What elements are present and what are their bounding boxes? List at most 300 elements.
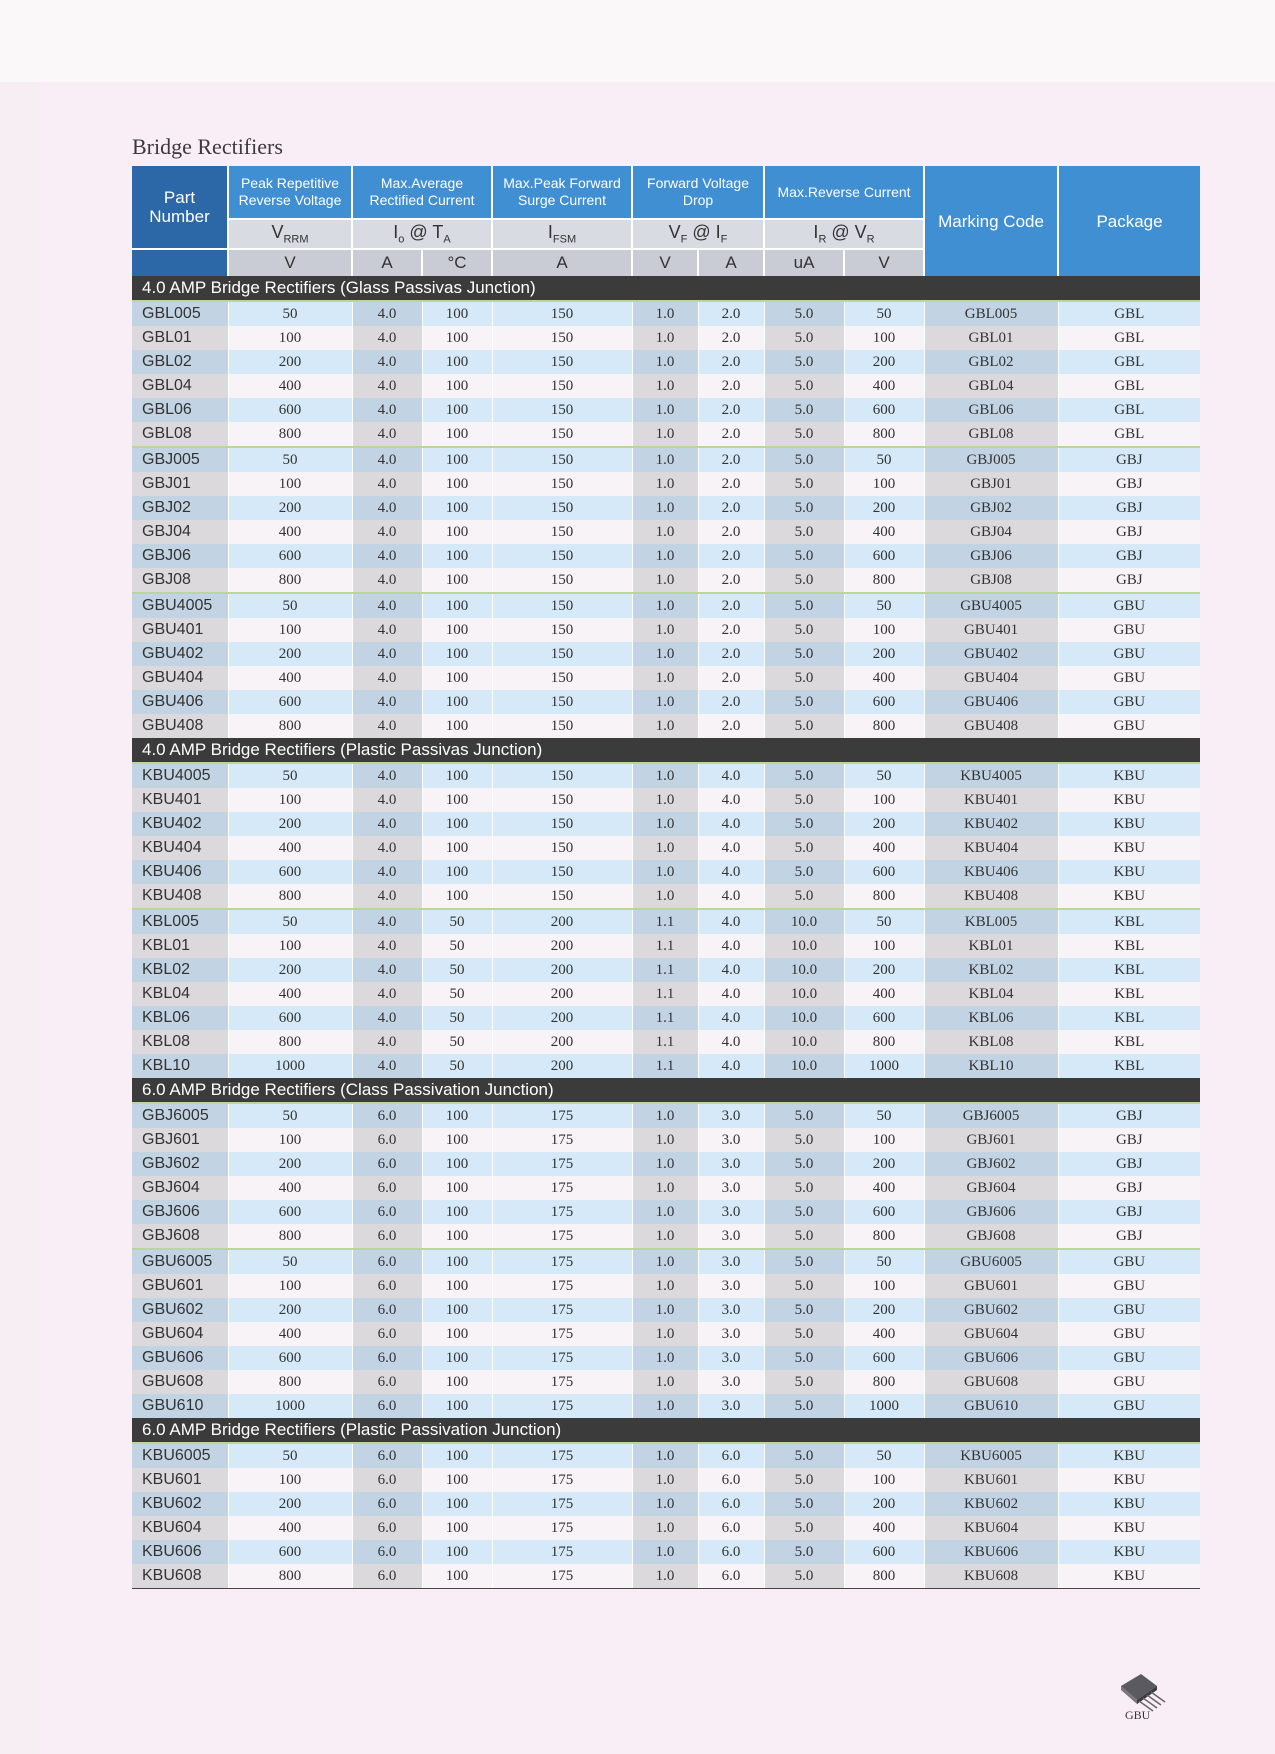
table-cell: 5.0	[764, 1249, 844, 1274]
table-row	[132, 1249, 1200, 1274]
table-cell: 100	[844, 472, 924, 496]
table-cell: 6.0	[352, 1298, 422, 1322]
table-row	[132, 374, 1200, 398]
table-cell: 600	[228, 544, 352, 568]
table-cell: 4.0	[352, 618, 422, 642]
table-cell: 4.0	[698, 958, 764, 982]
table-cell: 600	[228, 1540, 352, 1564]
table-cell: 6.0	[352, 1103, 422, 1128]
scan-top-margin	[0, 0, 1275, 82]
table-cell: GBU	[1058, 690, 1200, 714]
table-cell: 175	[492, 1322, 632, 1346]
header-io: Max.Average Rectified Current	[352, 166, 492, 219]
table-cell: GBU4005	[924, 593, 1058, 618]
table-cell: 800	[228, 714, 352, 738]
table-cell: 800	[844, 1564, 924, 1589]
table-cell: 400	[844, 1176, 924, 1200]
part-number-cell: KBU601	[132, 1468, 228, 1492]
table-cell: 1.0	[632, 1443, 698, 1468]
table-cell: 100	[422, 520, 492, 544]
table-row	[132, 934, 1200, 958]
section-title: 4.0 AMP Bridge Rectifiers (Plastic Passivas Junction)	[132, 738, 1200, 763]
table-cell: 1.0	[632, 714, 698, 738]
table-cell: 4.0	[352, 714, 422, 738]
table-cell: 2.0	[698, 714, 764, 738]
table-cell: 50	[228, 1103, 352, 1128]
table-cell: 175	[492, 1103, 632, 1128]
table-cell: 1.0	[632, 1540, 698, 1564]
table-cell: 4.0	[352, 1030, 422, 1054]
table-cell: 1.0	[632, 520, 698, 544]
table-row	[132, 1176, 1200, 1200]
table-cell: 5.0	[764, 472, 844, 496]
table-cell: GBU	[1058, 1394, 1200, 1418]
table-row	[132, 836, 1200, 860]
table-cell: GBU6005	[924, 1249, 1058, 1274]
table-row	[132, 1030, 1200, 1054]
table-cell: 100	[228, 618, 352, 642]
table-cell: GBU	[1058, 714, 1200, 738]
table-cell: 4.0	[352, 1006, 422, 1030]
table-cell: 150	[492, 642, 632, 666]
table-row	[132, 520, 1200, 544]
table-cell: KBL01	[924, 934, 1058, 958]
table-cell: GBL06	[924, 398, 1058, 422]
table-cell: 150	[492, 301, 632, 326]
table-cell: 400	[844, 666, 924, 690]
table-cell: 2.0	[698, 642, 764, 666]
part-number-cell: GBU408	[132, 714, 228, 738]
table-cell: 3.0	[698, 1394, 764, 1418]
table-cell: KBL	[1058, 909, 1200, 934]
table-cell: 4.0	[352, 763, 422, 788]
table-cell: 2.0	[698, 544, 764, 568]
table-cell: 100	[422, 326, 492, 350]
table-cell: 200	[844, 1298, 924, 1322]
table-cell: GBJ	[1058, 1200, 1200, 1224]
table-cell: 100	[422, 301, 492, 326]
table-cell: 800	[844, 884, 924, 909]
table-cell: 200	[844, 1492, 924, 1516]
part-number-cell: KBL08	[132, 1030, 228, 1054]
table-cell: 1.0	[632, 593, 698, 618]
table-cell: 100	[422, 350, 492, 374]
table-cell: 4.0	[352, 982, 422, 1006]
part-number-cell: KBU402	[132, 812, 228, 836]
part-number-cell: KBU406	[132, 860, 228, 884]
table-cell: 3.0	[698, 1249, 764, 1274]
table-cell: GBJ602	[924, 1152, 1058, 1176]
table-row	[132, 788, 1200, 812]
table-cell: 175	[492, 1516, 632, 1540]
table-row	[132, 1516, 1200, 1540]
table-cell: KBU	[1058, 860, 1200, 884]
table-cell: 4.0	[352, 374, 422, 398]
table-cell: 150	[492, 812, 632, 836]
table-cell: 10.0	[764, 958, 844, 982]
table-cell: GBU	[1058, 1249, 1200, 1274]
table-cell: 600	[844, 1200, 924, 1224]
table-row	[132, 1346, 1200, 1370]
table-row	[132, 1274, 1200, 1298]
table-cell: 200	[492, 958, 632, 982]
table-row	[132, 909, 1200, 934]
table-row	[132, 472, 1200, 496]
table-cell: 100	[422, 1322, 492, 1346]
table-cell: 50	[422, 909, 492, 934]
table-cell: 100	[422, 374, 492, 398]
part-number-cell: GBL005	[132, 301, 228, 326]
table-cell: GBJ04	[924, 520, 1058, 544]
table-row	[132, 350, 1200, 374]
table-cell: 50	[228, 909, 352, 934]
table-cell: 6.0	[352, 1370, 422, 1394]
table-cell: 2.0	[698, 568, 764, 593]
row-group	[132, 447, 1200, 593]
table-cell: 150	[492, 618, 632, 642]
table-cell: 4.0	[698, 836, 764, 860]
table-cell: 1000	[844, 1054, 924, 1078]
table-cell: 600	[844, 1346, 924, 1370]
table-cell: 6.0	[698, 1564, 764, 1589]
table-cell: 175	[492, 1298, 632, 1322]
table-cell: 1.1	[632, 1030, 698, 1054]
table-cell: 50	[228, 1249, 352, 1274]
table-cell: 1.0	[632, 1176, 698, 1200]
table-cell: 100	[422, 690, 492, 714]
table-row	[132, 666, 1200, 690]
table-cell: KBL	[1058, 1006, 1200, 1030]
table-row	[132, 1200, 1200, 1224]
table-cell: 50	[844, 301, 924, 326]
table-row	[132, 714, 1200, 738]
unit-cell: °C	[422, 249, 492, 276]
table-cell: 1.0	[632, 763, 698, 788]
part-number-cell: KBU606	[132, 1540, 228, 1564]
table-cell: 100	[422, 1152, 492, 1176]
table-cell: GBL	[1058, 398, 1200, 422]
table-cell: 4.0	[352, 860, 422, 884]
table-cell: 100	[422, 1443, 492, 1468]
table-cell: 400	[228, 666, 352, 690]
table-cell: 175	[492, 1468, 632, 1492]
table-cell: 200	[228, 812, 352, 836]
table-cell: 6.0	[698, 1540, 764, 1564]
table-cell: 1000	[844, 1394, 924, 1418]
table-row	[132, 642, 1200, 666]
part-number-cell: GBJ06	[132, 544, 228, 568]
unit-cell: A	[698, 249, 764, 276]
section-header	[132, 1078, 1200, 1103]
part-number-cell: GBJ604	[132, 1176, 228, 1200]
table-cell: GBJ	[1058, 520, 1200, 544]
table-cell: 5.0	[764, 496, 844, 520]
table-cell: GBU401	[924, 618, 1058, 642]
table-cell: 4.0	[698, 884, 764, 909]
table-cell: 50	[228, 763, 352, 788]
table-cell: 1.0	[632, 884, 698, 909]
table-cell: 600	[228, 398, 352, 422]
table-cell: 4.0	[352, 544, 422, 568]
part-number-cell: GBU604	[132, 1322, 228, 1346]
table-cell: 200	[844, 496, 924, 520]
table-cell: 175	[492, 1564, 632, 1589]
table-cell: 1.1	[632, 909, 698, 934]
table-cell: 800	[228, 884, 352, 909]
table-cell: 150	[492, 568, 632, 593]
table-cell: 400	[228, 1176, 352, 1200]
table-cell: 50	[844, 1103, 924, 1128]
table-cell: KBU401	[924, 788, 1058, 812]
table-cell: 600	[844, 1006, 924, 1030]
table-cell: 6.0	[352, 1274, 422, 1298]
unit-cell: V	[844, 249, 924, 276]
table-row	[132, 763, 1200, 788]
section-title: 6.0 AMP Bridge Rectifiers (Plastic Passivation Junction)	[132, 1418, 1200, 1443]
table-cell: 800	[844, 1224, 924, 1249]
table-cell: GBJ	[1058, 568, 1200, 593]
table-cell: 175	[492, 1128, 632, 1152]
table-cell: 200	[492, 1006, 632, 1030]
table-cell: KBU602	[924, 1492, 1058, 1516]
table-cell: 150	[492, 714, 632, 738]
table-cell: 1.0	[632, 1516, 698, 1540]
header-package: Package	[1058, 166, 1200, 276]
symbol-ir: $I_R$ @ $V_R$	[764, 219, 924, 249]
table-cell: 4.0	[352, 958, 422, 982]
table-cell: GBU402	[924, 642, 1058, 666]
table-cell: 1.0	[632, 812, 698, 836]
table-cell: 100	[422, 1540, 492, 1564]
table-cell: GBL01	[924, 326, 1058, 350]
table-cell: KBU6005	[924, 1443, 1058, 1468]
table-cell: 4.0	[352, 496, 422, 520]
table-row	[132, 1492, 1200, 1516]
table-cell: 5.0	[764, 714, 844, 738]
row-group	[132, 301, 1200, 447]
table-cell: 5.0	[764, 690, 844, 714]
table-cell: 400	[844, 982, 924, 1006]
table-cell: 50	[844, 909, 924, 934]
header-part-number-base	[132, 249, 228, 276]
table-cell: 5.0	[764, 520, 844, 544]
table-cell: GBU	[1058, 1346, 1200, 1370]
table-cell: KBL06	[924, 1006, 1058, 1030]
table-cell: 1.0	[632, 1370, 698, 1394]
table-cell: GBJ	[1058, 1128, 1200, 1152]
part-number-cell: KBU4005	[132, 763, 228, 788]
table-cell: GBJ08	[924, 568, 1058, 593]
table-cell: 1.0	[632, 568, 698, 593]
table-cell: KBL	[1058, 934, 1200, 958]
table-cell: 6.0	[352, 1346, 422, 1370]
table-cell: KBL10	[924, 1054, 1058, 1078]
table-cell: 2.0	[698, 690, 764, 714]
table-cell: 175	[492, 1249, 632, 1274]
table-cell: 3.0	[698, 1103, 764, 1128]
table-row	[132, 1054, 1200, 1078]
page-title: Bridge Rectifiers	[132, 134, 283, 159]
table-row	[132, 496, 1200, 520]
table-cell: 400	[844, 1516, 924, 1540]
row-group	[132, 1103, 1200, 1249]
part-number-cell: GBJ08	[132, 568, 228, 593]
part-number-cell: GBU608	[132, 1370, 228, 1394]
table-cell: 175	[492, 1274, 632, 1298]
table-cell: 150	[492, 422, 632, 447]
table-cell: 150	[492, 520, 632, 544]
table-cell: 5.0	[764, 1443, 844, 1468]
table-cell: 2.0	[698, 422, 764, 447]
part-number-cell: GBL04	[132, 374, 228, 398]
table-cell: 50	[844, 1249, 924, 1274]
table-cell: 4.0	[698, 788, 764, 812]
table-cell: KBU	[1058, 1540, 1200, 1564]
table-cell: 5.0	[764, 884, 844, 909]
table-cell: GBJ06	[924, 544, 1058, 568]
table-cell: 1.0	[632, 860, 698, 884]
table-cell: 100	[844, 788, 924, 812]
table-cell: 200	[228, 958, 352, 982]
table-cell: 5.0	[764, 812, 844, 836]
part-number-cell: GBJ601	[132, 1128, 228, 1152]
header-vrrm: Peak Repetitive Reverse Voltage	[228, 166, 352, 219]
part-number-cell: GBU401	[132, 618, 228, 642]
table-cell: 5.0	[764, 326, 844, 350]
table-cell: 6.0	[352, 1152, 422, 1176]
table-cell: GBL	[1058, 301, 1200, 326]
table-cell: 5.0	[764, 1176, 844, 1200]
table-cell: 1.0	[632, 642, 698, 666]
part-number-cell: GBJ04	[132, 520, 228, 544]
symbol-ifsm: $I_{FSM}$	[492, 219, 632, 249]
table-cell: 5.0	[764, 1346, 844, 1370]
table-cell: 600	[844, 544, 924, 568]
table-cell: 200	[844, 1152, 924, 1176]
table-row	[132, 301, 1200, 326]
table-cell: 100	[422, 812, 492, 836]
table-cell: 100	[422, 422, 492, 447]
table-cell: 5.0	[764, 1468, 844, 1492]
table-cell: 1000	[228, 1394, 352, 1418]
table-cell: 3.0	[698, 1346, 764, 1370]
table-cell: GBL08	[924, 422, 1058, 447]
table-cell: 5.0	[764, 374, 844, 398]
table-cell: GBU	[1058, 666, 1200, 690]
table-cell: 400	[844, 520, 924, 544]
table-cell: 4.0	[352, 472, 422, 496]
table-cell: 800	[844, 568, 924, 593]
table-cell: 1.0	[632, 1492, 698, 1516]
table-cell: GBU	[1058, 1298, 1200, 1322]
table-cell: 2.0	[698, 496, 764, 520]
table-cell: 4.0	[352, 568, 422, 593]
table-cell: 6.0	[352, 1540, 422, 1564]
row-group	[132, 1249, 1200, 1418]
table-cell: 5.0	[764, 544, 844, 568]
table-cell: 175	[492, 1346, 632, 1370]
table-cell: 1.0	[632, 350, 698, 374]
table-cell: 800	[228, 1224, 352, 1249]
table-cell: GBL02	[924, 350, 1058, 374]
table-cell: 1.0	[632, 1394, 698, 1418]
table-cell: 1.1	[632, 1054, 698, 1078]
table-cell: 150	[492, 398, 632, 422]
table-cell: GBU	[1058, 1370, 1200, 1394]
table-cell: 5.0	[764, 422, 844, 447]
table-cell: 175	[492, 1492, 632, 1516]
symbol-io: $I_o$ @ $T_A$	[352, 219, 492, 249]
table-cell: 100	[228, 1274, 352, 1298]
table-cell: KBU604	[924, 1516, 1058, 1540]
table-cell: 1.0	[632, 666, 698, 690]
table-cell: 600	[844, 690, 924, 714]
table-cell: 100	[422, 1200, 492, 1224]
table-cell: 6.0	[698, 1443, 764, 1468]
table-cell: GBU	[1058, 593, 1200, 618]
table-cell: 5.0	[764, 1274, 844, 1298]
table-cell: 200	[228, 1152, 352, 1176]
table-row	[132, 1443, 1200, 1468]
table-cell: 175	[492, 1176, 632, 1200]
table-cell: 100	[422, 1346, 492, 1370]
table-cell: 1.1	[632, 982, 698, 1006]
table-cell: 1000	[228, 1054, 352, 1078]
table-cell: 1.0	[632, 836, 698, 860]
table-cell: 200	[228, 350, 352, 374]
table-cell: 100	[228, 326, 352, 350]
table-cell: 50	[422, 1054, 492, 1078]
table-cell: KBL02	[924, 958, 1058, 982]
table-cell: 800	[228, 422, 352, 447]
table-cell: 4.0	[352, 326, 422, 350]
table-cell: 150	[492, 472, 632, 496]
table-cell: 5.0	[764, 836, 844, 860]
table-cell: 1.0	[632, 447, 698, 472]
table-cell: 100	[422, 1468, 492, 1492]
table-cell: 1.0	[632, 1224, 698, 1249]
part-number-cell: KBU408	[132, 884, 228, 909]
table-row	[132, 1103, 1200, 1128]
table-cell: 600	[228, 860, 352, 884]
table-row	[132, 568, 1200, 593]
table-cell: 4.0	[352, 642, 422, 666]
table-cell: 200	[492, 1030, 632, 1054]
table-cell: 100	[422, 1224, 492, 1249]
table-cell: 50	[228, 447, 352, 472]
table-cell: 200	[228, 642, 352, 666]
table-cell: 4.0	[352, 447, 422, 472]
part-number-cell: GBU4005	[132, 593, 228, 618]
table-cell: KBU	[1058, 1492, 1200, 1516]
table-cell: 5.0	[764, 1492, 844, 1516]
table-cell: 200	[492, 934, 632, 958]
table-cell: 6.0	[352, 1516, 422, 1540]
table-cell: 175	[492, 1200, 632, 1224]
table-cell: 150	[492, 593, 632, 618]
table-cell: 100	[844, 618, 924, 642]
table-cell: 150	[492, 860, 632, 884]
part-number-cell: GBU406	[132, 690, 228, 714]
table-cell: 5.0	[764, 1128, 844, 1152]
table-cell: 100	[422, 788, 492, 812]
table-cell: GBJ608	[924, 1224, 1058, 1249]
table-cell: 800	[844, 1030, 924, 1054]
table-cell: 4.0	[352, 934, 422, 958]
part-number-cell: GBU601	[132, 1274, 228, 1298]
table-cell: 200	[844, 350, 924, 374]
table-cell: KBU601	[924, 1468, 1058, 1492]
